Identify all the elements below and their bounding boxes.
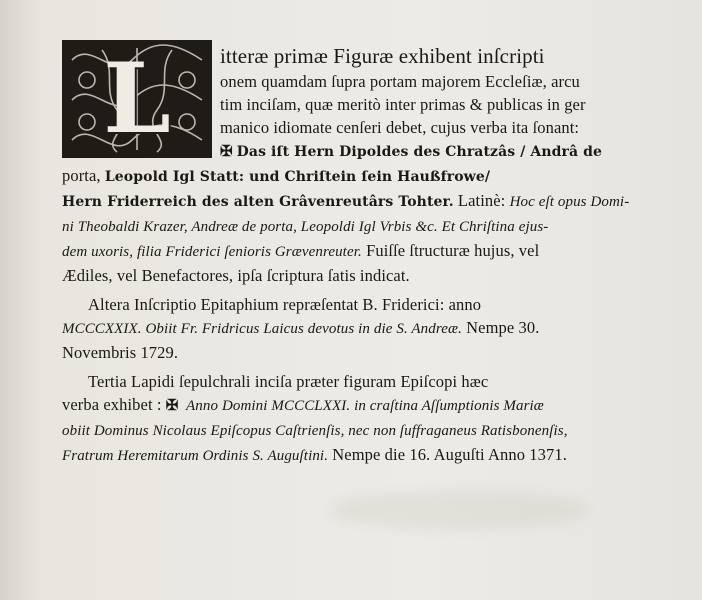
text-line: itteræ primæ Figuræ exhibent inſcripti	[220, 44, 545, 68]
text-line: Novembris 1729.	[62, 343, 179, 362]
text-line: onem quamdam ſupra portam majorem Eccleſiæ, arcu	[220, 72, 580, 91]
text-line: tim inciſam, quæ meritò inter primas & publicas in ger	[220, 95, 586, 114]
text-line: Altera Inſcriptio Epitaphium repræſentat B. Friderici: anno	[88, 295, 482, 314]
decorated-initial	[62, 40, 212, 158]
text-line: Fratrum Heremitarum Ordinis S. Auguſtini. Nempe die 16. Auguſti Anno 1371.	[62, 445, 567, 464]
text-line: ni Theobaldi Krazer, Andreæ de porta, Leopoldi Igl Vrbis &c. Et Chriſtina ejus-	[62, 219, 549, 235]
text-line: Ædiles, vel Benefactores, ipſa ſcriptura ſatis indicat.	[62, 266, 410, 285]
text-line: Hern Friderreich des alten Grâvenreutârs Tohter. Latinè: Hoc eſt opus Domi-	[62, 191, 630, 210]
text-line: ✠ Das iſt Hern Dipoldes des Chratzâs / Andrâ de	[220, 144, 603, 160]
text-line: manico idiomate cenſeri debet, cujus verba ita ſonant:	[220, 118, 580, 137]
text-line: dem uxoris, filia Friderici ſenioris Grævenreuter. Fuiſſe ſtructuræ hujus, vel	[62, 241, 540, 260]
cross-icon: ✠	[165, 398, 179, 414]
text-line: MCCCXXIX. Obiit Fr. Fridricus Laicus devotus in die S. Andreæ. Nempe 30.	[62, 318, 540, 337]
paper-stain	[330, 490, 590, 530]
cross-icon: ✠	[220, 144, 233, 160]
text-line: Tertia Lapidi ſepulchrali inciſa præter figuram Epiſcopi hæc	[88, 372, 489, 391]
initial-letter: L	[103, 42, 171, 155]
text-line: porta, Leopold Igl Statt: und Chriſtein ſein Haußfrowe/	[62, 166, 491, 185]
body-text	[62, 36, 680, 468]
text-line: verba exhibet : ✠ Anno Domini MCCCLXXI. in craſtina Aſſumptionis Mariæ	[62, 395, 544, 414]
text-line: obiit Dominus Nicolaus Epiſcopus Caſtrienſis, nec non ſuffraganeus Ratisbonenſis,	[62, 423, 568, 439]
